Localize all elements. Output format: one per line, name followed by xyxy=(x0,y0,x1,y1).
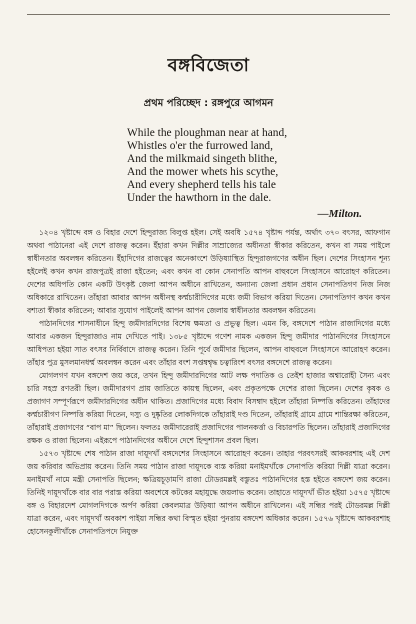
poem-line: And every shepherd tells his tale xyxy=(127,179,276,191)
body-paragraph: মোগলগণ যখন বঙ্গদেশ জয় করে, তখন হিন্দু জমীদারদিগের আট লক্ষ পদাতিক ও তেইশ হাজার অশ্বারোহী সৈন্য এবং চারি সহস্র রণতরী ছিল। জমীদারগণ প্রায় জাতিতে কায়স্থ ছিলেন, এবং প্রকৃতপক্ষে দেশের রাজা ছিলেন। দেশের কৃষক ও প্রজাগণ সম্পূর্ণরূপে জমীদারদিগের অধীন থাকিত। প্রজাদিগের মধ্যে বিবাদ বিসম্বাদ হইলে তাঁহারা নিষ্পত্তি করিতেন। তাঁহাদের কর্ম্মচারীগণ নিষ্পত্তি করিয়া দিতেন, দস্যু ও দুষ্কৃতির লোকদিগকে তাঁহারাই দণ্ড দিতেন, তাঁহারাই গ্রামে গ্রামে শান্তিরক্ষা করিতেন, তাঁহারাই প্রজাগণের “বাপ মা” ছিলেন। ফলতঃ জমীদারেরাই প্রজাদিগের পালনকর্ত্তা ও বিচারপতি ছিলেন। তাঁহারাই প্রজাদিগের রক্ষক ও রাজা ছিলেন। এইরূপে পাঠানদিগের অধীনে দেশে হিন্দুশাসন প্রবল ছিল। xyxy=(27,371,390,445)
poem-line: And the mower whets his scythe, xyxy=(127,166,279,178)
poem-line: While the ploughman near at hand, xyxy=(127,127,288,139)
chapter-heading: প্রথম পরিচ্ছেদ : রঙ্গপুরে আগমন xyxy=(143,98,274,109)
body-paragraph: ১২০৪ খৃষ্টাব্দে বঙ্গ ও বিহার দেশে হিন্দুরাজ্য বিলুপ্ত হইল। সেই অবধি ১৫৭৪ খৃষ্টাব্দ পর্যন্ত, অর্থাৎ ৩৭০ বৎসর, আফগান অথবা পাঠানেরা এই দেশে রাজত্ব করেন। ইঁহারা কখন দিল্লীর সাম্রাজ্যের অধীনতা স্বীকার করিতেন, কখন বা সময় পাইলে স্বাধীনতার অবলম্বন করিতেন। ইঁহাদিগের রাজত্বের অনেকাংশে উড়িষ্যাস্থিত হিন্দুরাজগণের অধীন ছিল। দেশের সিংহাসন শূন্য হইলেই কখন কখন রাজপুত্রই রাজা হইতেন; এবং কখন বা কোন সেনাপতি আপন বাহুবলে সিংহাসনে আরোহণ করিতেন। দেশের অধিপতি কোন একটি উৎকৃষ্ট জেলা আপন অধীনে রাখিতেন, অন্যান্য জেলা প্রধান প্রধান সেনাপতিগণ নিজ নিজ অধিকারে রাখিতেন। তাঁহারা আবার আপন অধীনস্থ কর্ম্মচারীদিগের মধ্যে জমী বিভাগ করিয়া দিতেন। সেনাপতিগণ কখন কখন বশ্যতা স্বীকার করিতেন; আবার সুযোগ পাইলেই আপন আপন জেলায় স্বাধীনতার অবলম্বন করিতেন। xyxy=(27,228,390,315)
body-paragraph: পাঠানদিগের শাসনাধীনে হিন্দু জমীদারদিগের বিশেষ ক্ষমতা ও প্রভুত্ব ছিল। এমন কি, বঙ্গদেশে পাঠান রাজাদিগের মধ্যে আবার একজন হিন্দুরাজাও নাম দেখিতে পাই। ১৩৮৫ খৃষ্টাব্দে গণেশ নামক একজন হিন্দু জমীদার পাঠানদিগের সিংহাসনে আধিপত্য হইয়া সাত বৎসর নির্বিবাদে রাজত্ব করেন। তিনি পূর্বে জমীদার ছিলেন, আপন বাহুবলে সিংহাসনে আরোহণ করেন। তাঁহার পুত্র মুসলমানধর্ম্ম অবলম্বন করেন এবং তাঁহার বংশ সপ্তম্বশ্বৃদ্ধ চত্বারিংশ বৎসর বঙ্গদেশে রাজত্ব করেন। xyxy=(27,319,390,367)
epigraph-attribution: —Milton. xyxy=(317,208,362,220)
poem-line: And the milkmaid singeth blithe, xyxy=(127,153,278,165)
top-rule xyxy=(27,14,390,15)
epigraph-poem xyxy=(127,127,390,205)
poem-line: Under the hawthorn in the dale. xyxy=(127,192,272,204)
body-paragraph: ১৫৭৩ খৃষ্টাব্দে শেষ পাঠান রাজা দায়ূদখাঁ বঙ্গদেশের সিংহাসনে আরোহণ করেন। তাহার পরবৎসরই আকবরশাহ এই দেশ জয় করিবার অভিপ্রায় করেন। তিনি সময় পাঠান রাজা দায়ূদকে ব্যস্ত করিয়া মনাইমখাঁকে সেনাপতি করিয়া দিল্লী যাত্রা করেন। মনাইমখাঁ নামে মন্ত্রী সেনাপতি ছিলেন; ক্ষত্রিয়চূড়ামণি রাজা টোডরমল্লই বস্তুতঃ পাঠানদিগের হস্ত হইতে বঙ্গদেশ জয় করেন। তিনিই দায়ূদখাঁকে বার বার পরাস্ত করিয়া অবশেষে কটকের মহাযুদ্ধে জয়লাভ করেন। তাহাতে দায়ূদখাঁ ভীত হইয়া ১৫৭৫ খৃষ্টাব্দে বঙ্গ ও বিহারদেশ মোগলদিগকে অর্পণ করিয়া কেবলমাত্র উড়িষ্যা আপন অধীনে রাখিলেন। এই সন্ধির পরই টোডরমল্ল দিল্লী যাত্রা করেন, এবং দায়ূদখাঁ অবকাশ পাইয়া সন্ধির কথা বিস্মৃত হইয়া পুনরায় বঙ্গদেশ অধিকার করেন। ১৫৭৬ খৃষ্টাব্দে আকবরশাহ হোসেনকুলীখাঁকে সেনাপতিপদে নিযুক্ত xyxy=(27,449,390,536)
page-title: বঙ্গবিজেতা xyxy=(167,55,250,76)
poem-line: Whistles o'er the furrowed land, xyxy=(127,140,273,152)
